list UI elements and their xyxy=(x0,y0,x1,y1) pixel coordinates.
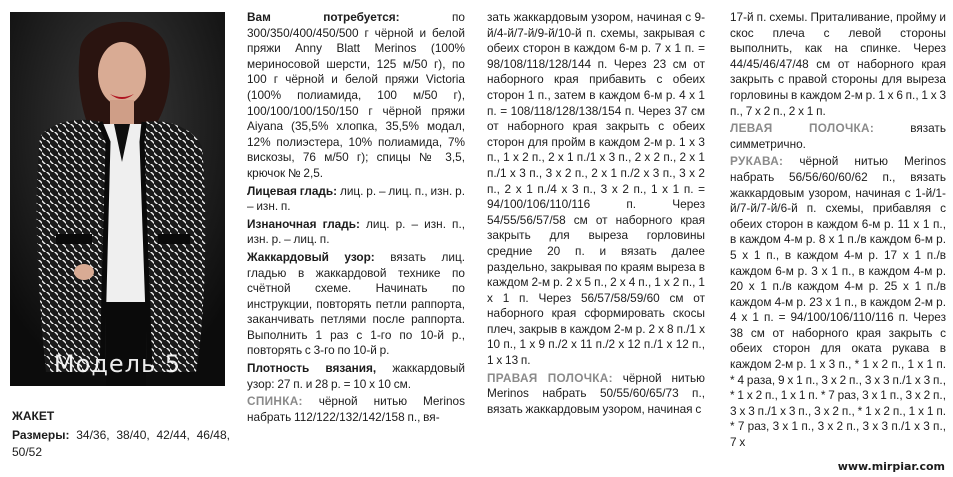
gauge-label: Плотность вязания, xyxy=(247,361,377,376)
jacquard-label: Жаккардовый узор: xyxy=(247,249,375,264)
model-caption: Модель 5 xyxy=(53,350,182,378)
column-3 xyxy=(487,10,705,417)
gauge-text: жаккардовый узор: 27 п. и 28 р. = 10 х 10 см. xyxy=(247,361,466,391)
reverse-stockinette-label: Изнаночная гладь: xyxy=(247,216,360,231)
left-front-label: ЛЕВАЯ ПОЛОЧКА: xyxy=(730,121,875,136)
sizes-label: Размеры: xyxy=(12,428,70,442)
column-2 xyxy=(247,10,465,425)
sleeves-label: РУКАВА: xyxy=(730,154,784,169)
model-photo xyxy=(10,12,225,386)
right-front-text-continued: 17-й п. схемы. Приталивание, пройму и скос плеча с левой стороны выполнить, как на спинке. Через 44/45/46/47/48 см от наборного края закрыть с правой стороны для выреза горловины в каждом 2-м р. 1 х 6 п., 1 х 3 п., 7 х 2 п., 2 х 1 п. xyxy=(730,10,946,118)
site-watermark: www.mirpiar.com xyxy=(837,460,945,473)
jacquard-text: вязать лиц. гладью в жаккардовой технике по счётной схеме. Начинать по инструкции, повторять петли раппорта, заканчивать петлями после раппорта. Выполнить 1 раз с 1-го по 10-й р., повторять с 3-го по 10-й р. xyxy=(247,249,466,358)
back-text-continued: зать жаккардовым узором, начиная с 9-й/4-й/7-й/9-й/10-й п. схемы, закрывая с обеих сторон в каждом 6-м р. 7 х 1 п. = 98/108/118/128/144 п. Через 23 см от наборного края прибавить с обеих сторон 1 п., затем в каждом 6-м р. 4 х 1 п. = 108/118/128/138/154 п. Через 37 см от наборного края закрыть с обеих сторон для пройм в каждом 2-м р. 1 х 3 п., 1 х 2 п., 2 х 1 п./1 х 3 п., 2 х 2 п., 2 х 1 п./1 х 3 п., 3 х 2 п., 2 х 1 п./2 х 3 п., 3 х 2 п., 2 х 1 п./4 х 3 п., 3 х 2 п., 1 х 1 п. = 94/100/106/110/116 п. Через 54/55/56/57/58 см от наборного края закрыть для выреза горловины средние 20 п. и вязать далее раздельно, закрывая по краям выреза в каждом 2-м р. 2 х 5 п., 2 х 4 п., 1 х 2 п., 1 х 1 п. Через 56/57/58/59/60 см от наборного края сформировать скосы плеч, закрыв в каждом 2-м р. 2 х 8 п./1 х 10 п., 1 х 9 п./2 х 11 п./2 х 12 п./1 х 12 п., 1 х 13 п. xyxy=(487,10,705,368)
stockinette-label: Лицевая гладь: xyxy=(247,183,338,198)
back-text: чёрной нитью Merinos набрать 112/122/132/142/158 п., вя- xyxy=(247,394,465,424)
model-illustration xyxy=(10,12,225,386)
column-4 xyxy=(730,10,946,451)
sleeves-text: чёрной нитью Merinos набрать 56/56/60/60/62 п., вязать жаккардовым узором, начиная с 1-й/1-й/7-й/7-й/6-й п. схемы, прибавляя с обеих сторон в каждом 6-м р. 11 х 1 п., в каждом 4-м р. 8 х 1 п./в каждом 6-м р. 5 х 1 п., в каждом 4-м р. 17 х 1 п./в каждом 6-м р. 3 х 1 п., в каждом 4-м р. 20 х 1 п./в каждом 4-м р. 25 х 1 п./в каждом 4-м р. 23 х 1 п., в каждом 2-м р. 4 х 1 п. = 94/100/106/110/116 п. Через 38 см от наборного края закрыть с обеих сторон для оката рукава в каждом 2-м р. 1 х 3 п., * 1 х 2 п., 1 х 1 п. * 4 раза, 9 х 1 п., 3 х 2 п., 3 х 3 п./1 х 3 п., * 1 х 2 п., 1 х 1 п. * 7 раз, 3 х 1 п., 3 х 2 п., 3 х 3 п./1 х 3 п., 3 х 2 п., * 1 х 2 п., 1 х 1 п. * 7 раз, 3 х 1 п., 3 х 2 п., 3 х 3 п./1 х 3 п., 7 х xyxy=(730,154,947,450)
reverse-stockinette-text: лиц. р. – изн. п., изн. р. – лиц. п. xyxy=(247,216,465,247)
materials-text: по 300/350/400/450/500 г чёрной и белой пряжи Anny Blatt Merinos (100% мериносовой шерсти, 125 м/50 г), по 100 г чёрной и белой пряжи Victoria (100% полиамида, 100 м/50 г), 100/100/100/150/150 г чёрной пряжи Aiyana (35,5% хлопка, 35,5% модал, 12% полиэстера, 10% полиамида, 7% вискозы, 76 м/50 г); спицы № 3,5, крючок № 2,5. xyxy=(247,10,465,180)
right-front-text: чёрной нитью Merinos набрать 50/55/60/65/73 п., вязать жаккардовым узором, начиная с xyxy=(487,370,705,416)
left-front-text: вязать симметрично. xyxy=(730,121,946,151)
column-1 xyxy=(12,408,230,461)
back-label: СПИНКА: xyxy=(247,394,303,409)
right-front-label: ПРАВАЯ ПОЛОЧКА: xyxy=(487,370,613,385)
item-title: ЖАКЕТ xyxy=(12,409,55,423)
stockinette-text: лиц. р. – лиц. п., изн. р. – изн. п. xyxy=(247,183,465,214)
sizes-value: 34/36, 38/40, 42/44, 46/48, 50/52 xyxy=(12,428,230,459)
materials-label: Вам потребуется: xyxy=(247,10,400,24)
